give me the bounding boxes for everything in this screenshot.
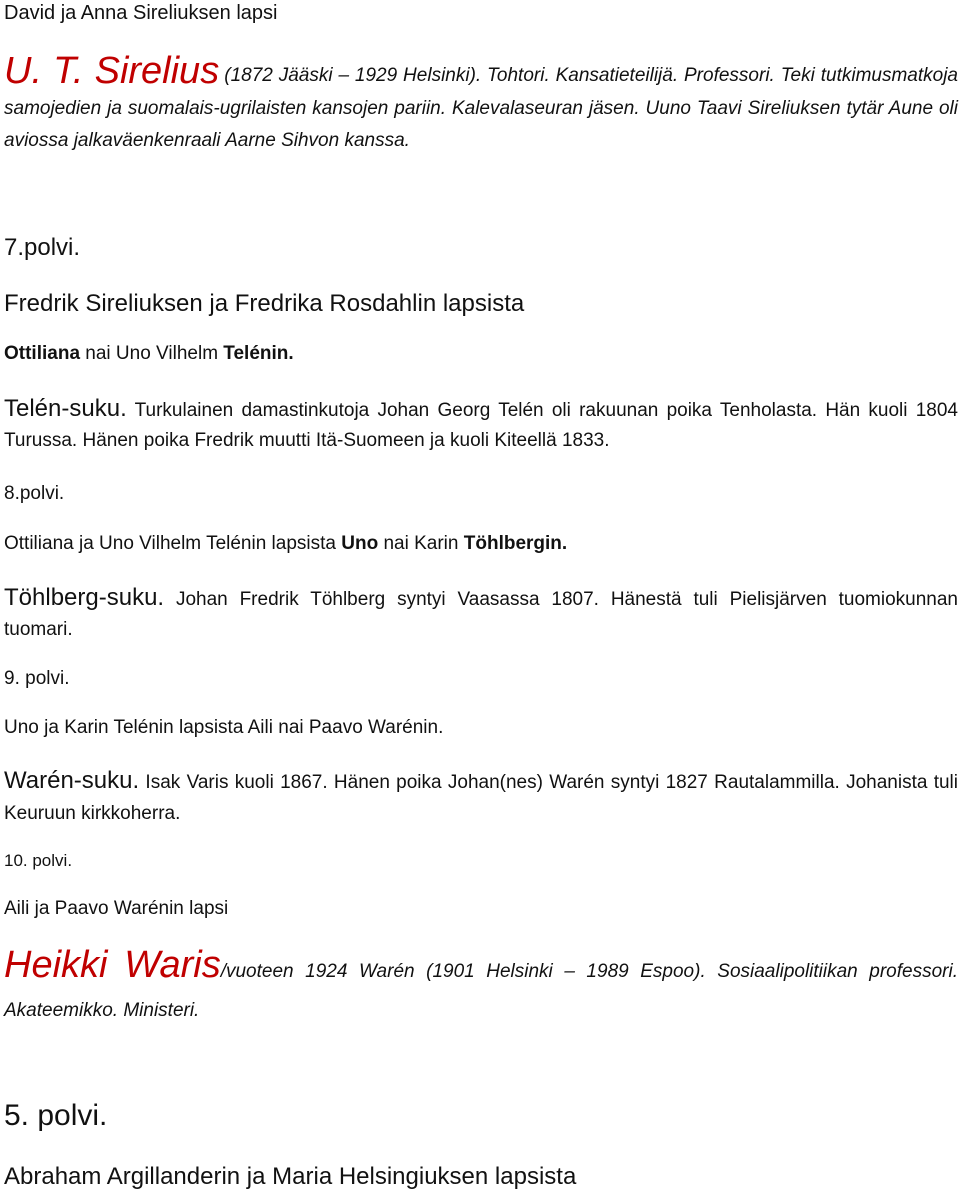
gen8-family-line2: tuomari.: [4, 619, 73, 640]
gen7-child-line: [4, 343, 958, 365]
gen5-subheading: Abraham Argillanderin ja Maria Helsingiuksen lapsista: [4, 1163, 577, 1190]
gen9-family-line1: [4, 767, 958, 795]
gen7-heading: 7.polvi.: [4, 234, 81, 261]
gen9-line: Uno ja Karin Telénin lapsista Aili nai Paavo Warénin.: [4, 717, 444, 738]
gen8-family-text1: Johan Fredrik Töhlberg syntyi Vaasassa 1807. Hänestä tuli Pielisjärven tuomiokunnan: [164, 589, 958, 610]
sirelius-bio-line2: samojedien ja suomalais-ugrilaisten kansojen pariin. Kalevalaseuran jäsen. Uuno Taavi Sireliuksen tytär Aune oli: [4, 98, 958, 119]
gen8-child-name: Uno: [341, 533, 379, 554]
gen8-line-prefix: Ottiliana ja Uno Vilhelm Telénin lapsista: [4, 533, 342, 554]
gen7-family-line2: Turussa. Hänen poika Fredrik muutti Itä-Suomeen ja kuoli Kiteellä 1833.: [4, 430, 610, 451]
gen8-spouse: Töhlbergin.: [463, 533, 568, 554]
gen8-child-line: [4, 533, 958, 555]
gen9-heading: 9. polvi.: [4, 668, 70, 689]
gen7-family-text1: Turkulainen damastinkutoja Johan Georg Telén oli rakuunan poika Tenholasta. Hän kuoli 1804: [126, 400, 958, 421]
sirelius-bio-line3: aviossa jalkaväenkenraali Aarne Sihvon kanssa.: [4, 130, 410, 151]
gen5-heading: 5. polvi.: [4, 1099, 108, 1132]
gen7-spouse: Telénin.: [223, 343, 294, 364]
gen8-family-title: Töhlberg-suku.: [4, 584, 165, 611]
gen9-family-title: Warén-suku.: [4, 767, 140, 794]
sirelius-name: U. T. Sirelius: [4, 50, 220, 92]
gen9-family-text1: Isak Varis kuoli 1867. Hänen poika Johan(nes) Warén syntyi 1827 Rautalammilla. Johanista tuli: [139, 772, 958, 793]
gen8-line-mid: nai Karin: [378, 533, 464, 554]
gen7-child-mid: nai Uno Vilhelm: [80, 343, 224, 364]
gen7-subheading: Fredrik Sireliuksen ja Fredrika Rosdahlin lapsista: [4, 290, 525, 317]
gen10-bio-line1: /vuoteen 1924 Warén (1901 Helsinki – 1989 Espoo). Sosiaalipolitiikan professori.: [220, 961, 958, 982]
gen9-family-line2: Keuruun kirkkoherra.: [4, 803, 181, 824]
gen7-child-name: Ottiliana: [4, 343, 81, 364]
gen7-family-title: Telén-suku.: [4, 395, 127, 422]
gen8-family-line1: [4, 584, 958, 612]
gen7-family-line1: [4, 395, 958, 423]
section-header: David ja Anna Sireliuksen lapsi: [4, 2, 278, 24]
gen10-name: Heikki Waris: [4, 944, 221, 986]
gen10-heading: 10. polvi.: [4, 851, 73, 870]
sirelius-entry: [4, 50, 958, 93]
gen10-line: Aili ja Paavo Warénin lapsi: [4, 898, 229, 919]
gen10-name-line: [4, 944, 958, 987]
gen8-heading: 8.polvi.: [4, 483, 65, 504]
sirelius-bio-line1: (1872 Jääski – 1929 Helsinki). Tohtori. Kansatieteilijä. Professori. Teki tutkimusmatkoja: [224, 65, 958, 86]
gen10-bio-line2: Akateemikko. Ministeri.: [4, 1000, 200, 1021]
